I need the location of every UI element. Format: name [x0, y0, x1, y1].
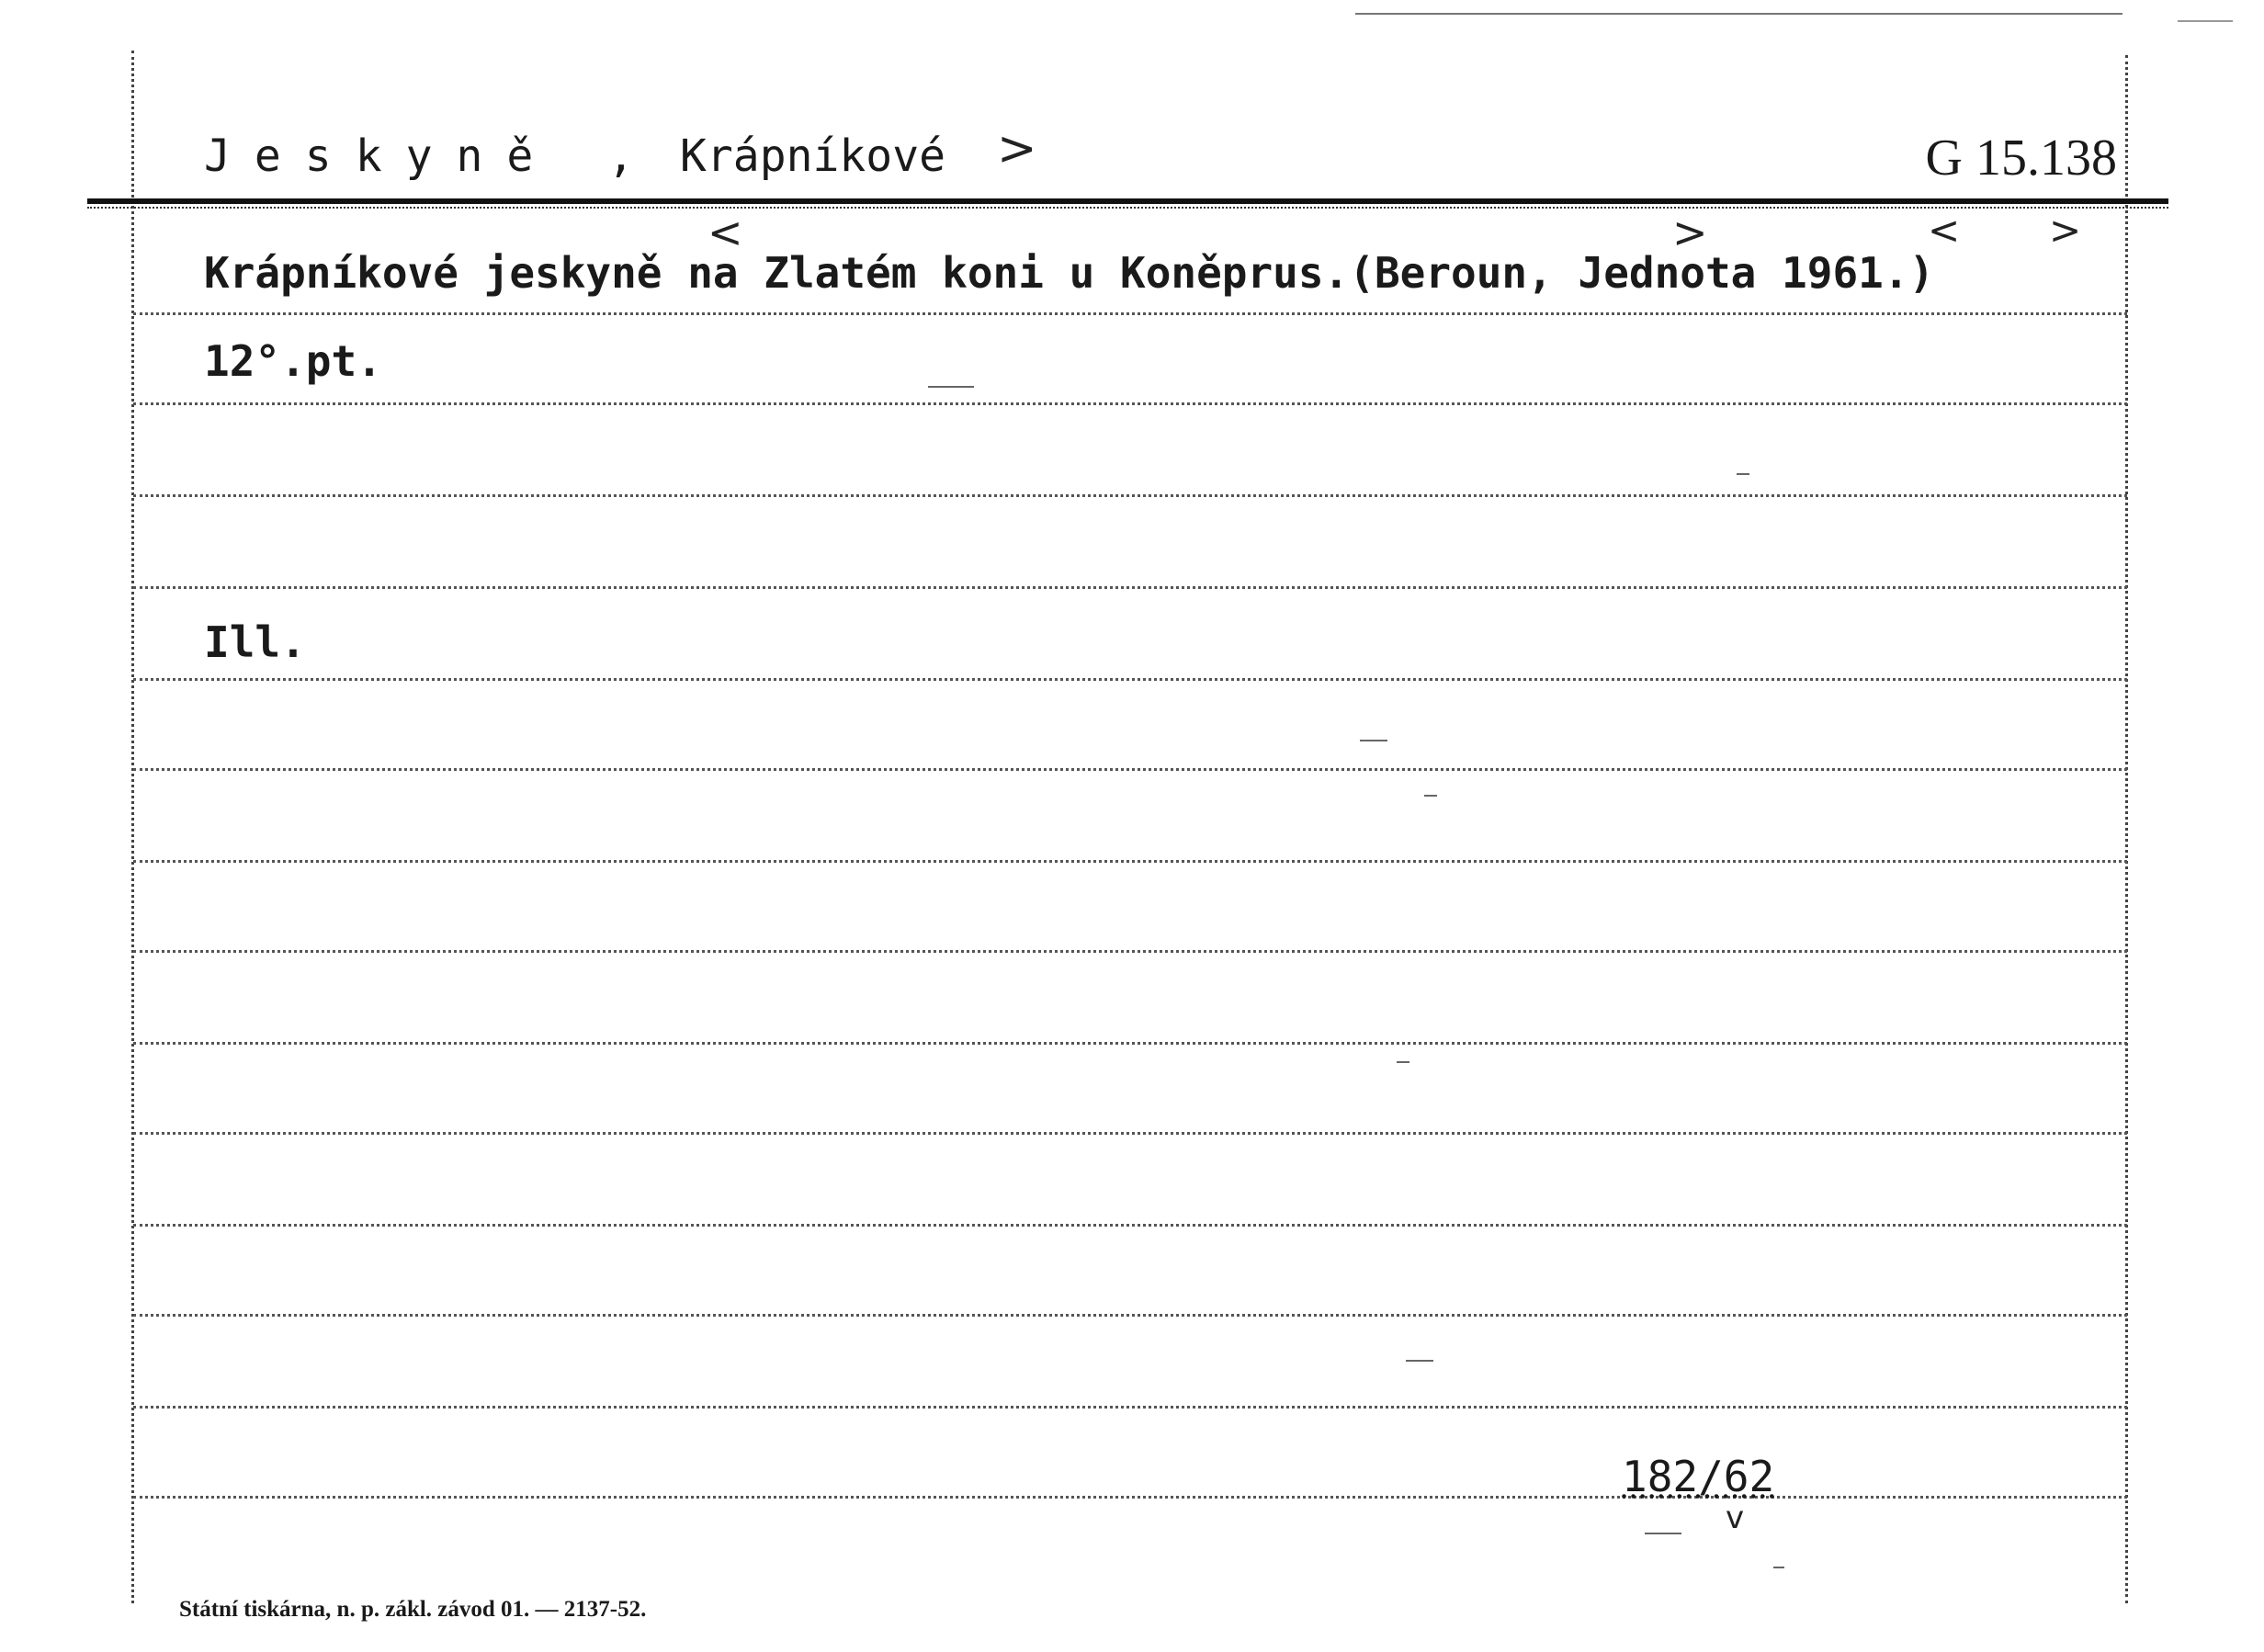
ruled-line — [133, 312, 2127, 315]
caret-after-year: > — [2049, 208, 2082, 253]
scan-speck — [2178, 20, 2233, 22]
printer-footer: Státní tiskárna, n. p. zákl. závod 01. — 2137-52. — [179, 1597, 647, 1622]
ruled-line — [133, 678, 2127, 681]
scan-speck — [1424, 795, 1437, 797]
caret-before-year: < — [1928, 208, 1961, 253]
ruled-line — [133, 494, 2127, 497]
ruled-line — [133, 1132, 2127, 1135]
ruled-line — [133, 950, 2127, 953]
heading-rule-dotted — [87, 207, 2168, 209]
caret-after-beroun: > — [1672, 208, 1708, 257]
left-margin-line — [131, 51, 134, 1603]
ruled-line — [133, 1224, 2127, 1227]
illustrations-note: Ill. — [204, 617, 306, 667]
ruled-line — [133, 1406, 2127, 1409]
caret-before-na: < — [708, 208, 743, 257]
check-mark: v — [1726, 1499, 1745, 1536]
scan-speck — [1645, 1533, 1681, 1534]
scan-speck — [1397, 1061, 1409, 1063]
scan-speck — [928, 386, 974, 388]
ruled-line — [133, 768, 2127, 771]
scan-speck — [1737, 473, 1749, 475]
call-number: G 15.138 — [1925, 130, 2117, 187]
format-line: 12°.pt. — [204, 336, 382, 386]
heading-caret: > — [997, 121, 1037, 176]
ruled-line — [133, 860, 2127, 863]
heading-subject: Jeskyně , — [204, 130, 659, 182]
heading-topic: Krápníkové — [680, 130, 945, 182]
accession-number: 182/62 — [1622, 1452, 1775, 1501]
scan-speck — [1406, 1360, 1433, 1362]
ruled-line — [133, 402, 2127, 405]
right-margin-line — [2125, 55, 2128, 1603]
scan-speck — [1773, 1567, 1784, 1568]
ruled-line — [133, 1314, 2127, 1317]
ruled-line — [133, 1496, 2127, 1499]
ruled-line — [133, 1042, 2127, 1045]
title-line: Krápníkové jeskyně na Zlatém koni u Koněprus.(Beroun, Jednota 1961.) — [204, 248, 1935, 298]
scan-speck — [1360, 740, 1387, 741]
top-edge-line — [1355, 13, 2122, 15]
ruled-line — [133, 586, 2127, 589]
heading-rule — [87, 198, 2168, 204]
